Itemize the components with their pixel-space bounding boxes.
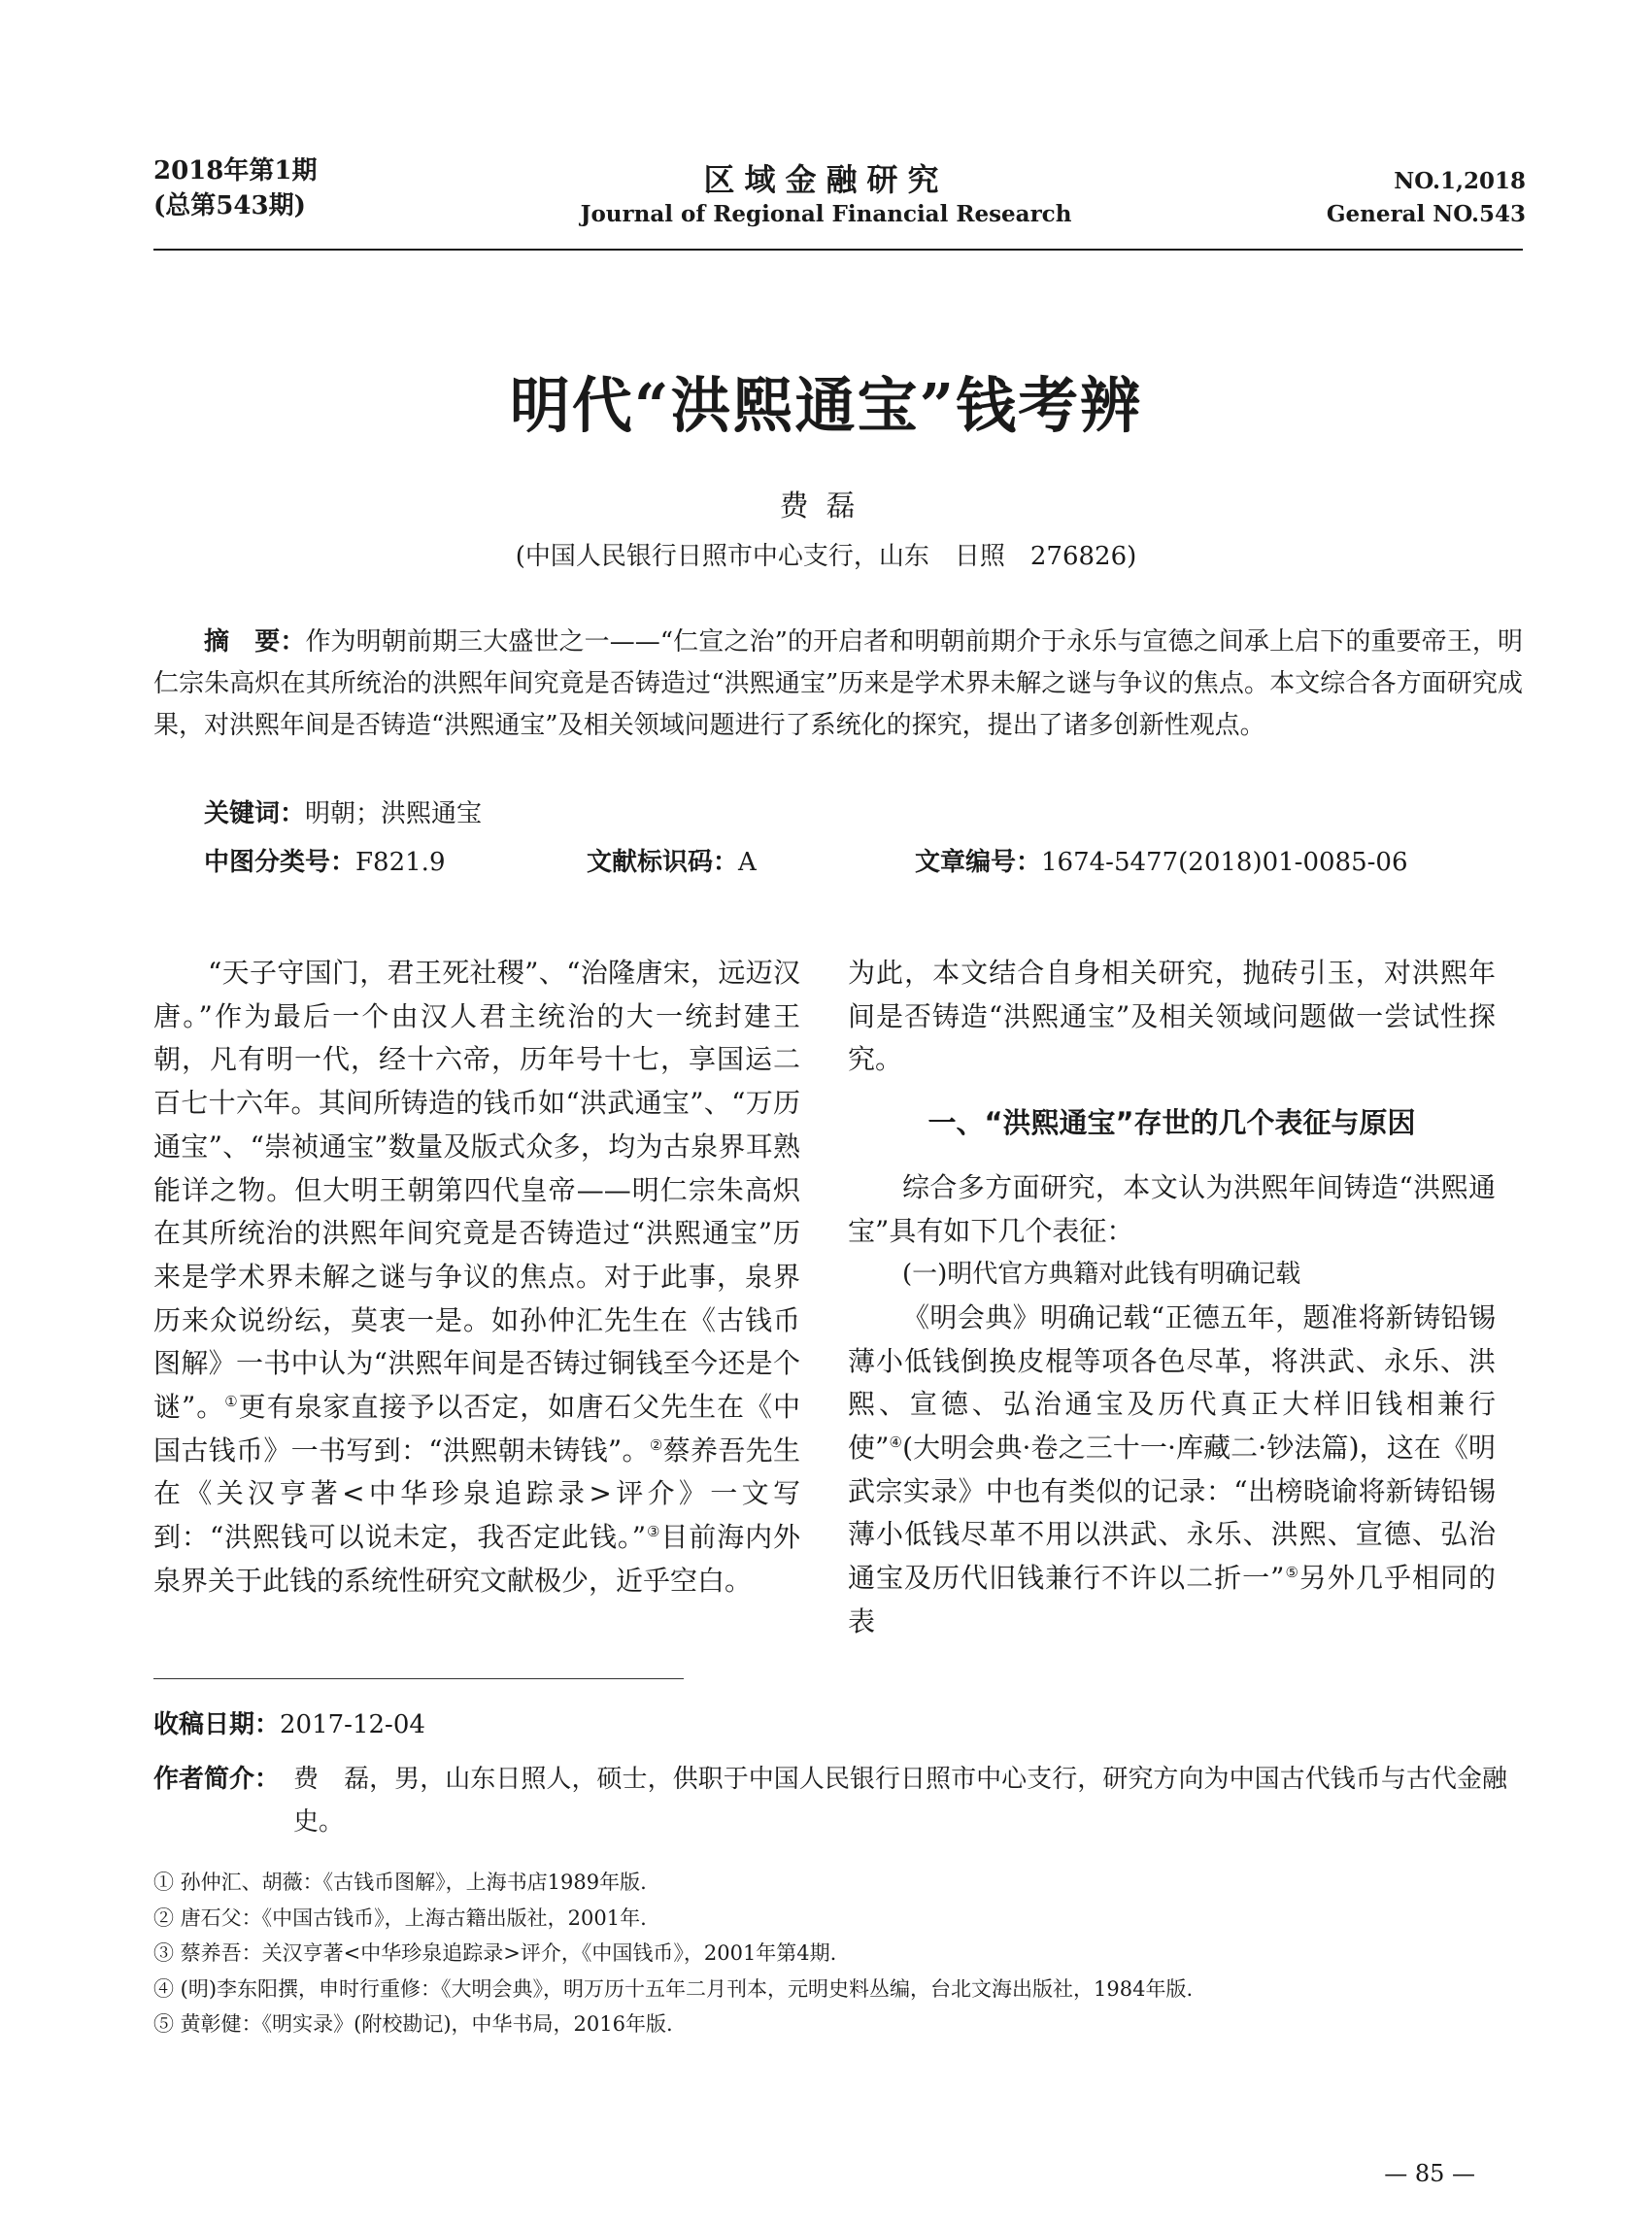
article-number-value: 1674-5477(2018)01-0085-06 [1041, 848, 1408, 877]
reference-item: ① 孙仲汇、胡薇：《古钱币图解》，上海书店1989年版. [153, 1871, 647, 1894]
issue-number-line-1: NO.1,2018 [1394, 168, 1526, 194]
reference-item: ④ (明)李东阳撰，申时行重修：《大明会典》，明万历十五年二月刊本，元明史料丛编，台北文海出版社，1984年版. [153, 1976, 1194, 2001]
received-date [153, 1705, 425, 1744]
document-code [587, 843, 757, 882]
section-heading: 一、“洪熙通宝”存世的几个表征与原因 [927, 1106, 1416, 1140]
paragraph-text: 更有泉家直接予以否定，如唐石父先生在《中国古钱币》一书写到：“洪熙朝未铸钱”。 [153, 1391, 800, 1467]
issue-number [1327, 165, 1526, 231]
header-rule [153, 249, 1523, 251]
footnote-marker[interactable]: ① [224, 1393, 239, 1411]
issue-number-line-2: General NO.543 [1326, 201, 1526, 227]
reference-item: ③ 蔡养吾：关汉亨著<中华珍泉追踪录>评介，《中国钱币》，2001年第4期. [153, 1941, 837, 1965]
clc-number [204, 843, 446, 882]
abstract-label: 摘 要： [204, 627, 306, 657]
paragraph [153, 952, 800, 1603]
document-code-label: 文献标识码： [587, 848, 739, 877]
footnote-rule [153, 1678, 684, 1679]
footnote-marker[interactable]: ④ [889, 1433, 903, 1452]
page-number: — 85 — [1384, 2160, 1475, 2187]
journal-name-cn: 区域金融研究 [703, 161, 949, 198]
received-label: 收稿日期： [153, 1710, 281, 1739]
abstract [153, 622, 1523, 747]
keywords-label: 关键词： [204, 799, 306, 828]
body-column-left [153, 952, 800, 1603]
body-column-right [848, 952, 1496, 1644]
paragraph: 为此，本文结合自身相关研究，抛砖引玉，对洪熙年间是否铸造“洪熙通宝”及相关领域问题做一尝试性探究。 [848, 957, 1496, 1076]
paragraph: 综合多方面研究，本文认为洪熙年间铸造“洪熙通宝”具有如下几个表征： [848, 1170, 1496, 1247]
paragraph-text: 另外几乎相同的表 [848, 1562, 1496, 1637]
article-number [915, 843, 1408, 882]
keywords [204, 794, 482, 833]
author-bio-label: 作者简介： [153, 1765, 281, 1794]
received-value: 2017-12-04 [280, 1710, 425, 1739]
clc-value: F821.9 [355, 848, 446, 877]
reference-list [153, 1865, 1523, 2042]
paragraph-text: (大明会典·卷之三十一·库藏二·钞法篇)，这在《明武宗实录》中也有类似的记录：“出榜晓谕将新铸铅锡薄小低钱尽革不用以洪武、永乐、洪熙、宣德、弘治通宝及历代旧钱兼行不许以二折一” [848, 1432, 1496, 1595]
author-affiliation: (中国人民银行日照市中心支行，山东 日照 276826) [515, 542, 1137, 571]
abstract-text: 作为明朝前期三大盛世之一——“仁宣之治”的开启者和明朝前期介于永乐与宣德之间承上启下的重要帝王，明仁宗朱高炽在其所统治的洪熙年间究竟是否铸造过“洪熙通宝”历来是学术界未解之谜与争议的焦点。本文综合各方面研究成果，对洪熙年间是否铸造“洪熙通宝”及相关领域问题进行了系统化的探究，提出了诸多创新性观点。 [153, 627, 1523, 740]
clc-label: 中图分类号： [204, 848, 356, 877]
reference-item: ② 唐石父：《中国古钱币》，上海古籍出版社，2001年. [153, 1906, 647, 1930]
issue-line-1: 2018年第1期 [153, 156, 318, 186]
article-number-label: 文章编号： [915, 848, 1042, 877]
paragraph-text: “天子守国门，君王死社稷”、“治隆唐宋，远迈汉唐。”作为最后一个由汉人君主统治的大一统封建王朝，凡有明一代，经十六帝，历年号十七，享国运二百七十六年。其间所铸造的钱币如“洪武通宝”、“万历通宝”、“崇祯通宝”数量及版式众多，均为古泉界耳熟能详之物。但大明王朝第四代皇帝——明仁宗朱高炽在其所统治的洪熙年间究竟是否铸造过“洪熙通宝”历来是学术界未解之谜与争议的焦点。对于此事，泉界历来众说纷纭，莫衷一是。如孙仲汇先生在《古钱币图解》一书中认为“洪熙年间是否铸过铜钱至今还是个谜”。 [153, 957, 800, 1424]
issue-line-2: (总第543期) [153, 191, 306, 220]
paragraph-text: 蔡养吾先生在《关汉亨著<中华珍泉追踪录>评介》一文写到：“洪熙钱可以说未定，我否定此钱。” [153, 1433, 800, 1554]
footnote-marker[interactable]: ② [649, 1435, 663, 1454]
paragraph [848, 1297, 1496, 1644]
footnote-marker[interactable]: ③ [646, 1523, 661, 1541]
document-code-value: A [738, 848, 757, 877]
footnote-marker[interactable]: ⑤ [1284, 1564, 1299, 1582]
article-author: 费磊 [779, 489, 873, 523]
author-bio: 费 磊，男，山东日照人，硕士，供职于中国人民银行日照市中心支行，研究方向为中国古代钱币与古代金融史。 [293, 1765, 1507, 1837]
article-title: 明代“洪熙通宝”钱考辨 [509, 370, 1143, 441]
paragraph-text: 《明会典》明确记载“正德五年，题准将新铸铅锡薄小低钱倒换皮棍等项各色尽革，将洪武、永乐、洪熙、宣德、弘治通宝及历代真正大样旧钱相兼行使” [848, 1300, 1496, 1465]
subsection-heading: (一)明代官方典籍对此钱有明确记载 [902, 1260, 1301, 1290]
journal-name-en: Journal of Regional Financial Research [580, 201, 1072, 227]
paragraph-text: 目前海内外泉界关于此钱的系统性研究文献极少，近乎空白。 [153, 1521, 800, 1597]
keywords-text: 明朝；洪熙通宝 [305, 799, 483, 828]
reference-item: ⑤ 黄彰健：《明实录》(附校勘记)，中华书局，2016年版. [153, 2012, 673, 2036]
